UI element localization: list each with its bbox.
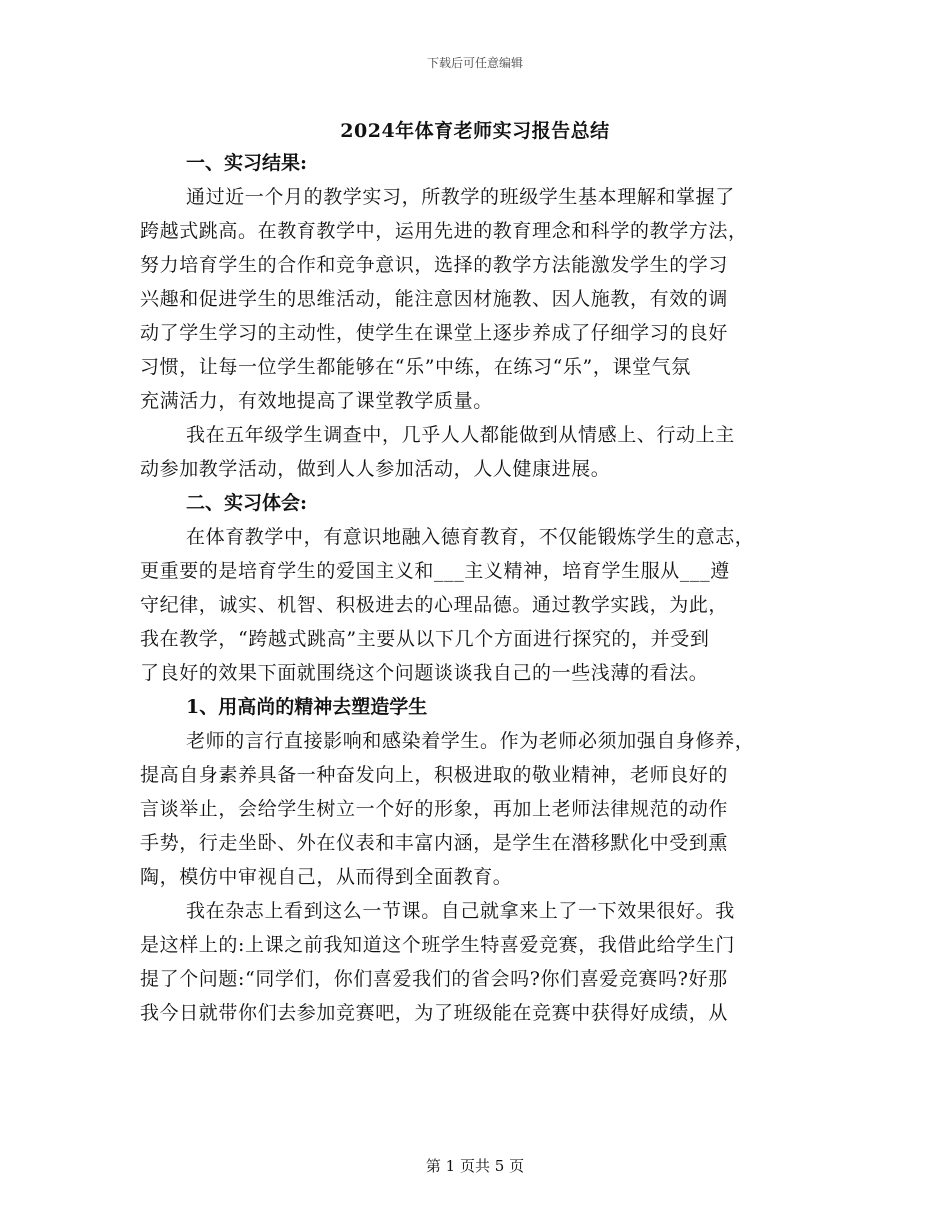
paragraph	[140, 180, 815, 418]
paragraph	[140, 520, 815, 690]
paragraph	[140, 724, 815, 894]
section-heading: 一、实习结果:	[186, 152, 308, 174]
text-line: 我在教学，“跨越式跳高”主要从以下几个方面进行探究的，并受到	[140, 628, 710, 650]
text-line: 老师的言行直接影响和感染着学生。作为老师必须加强自身修养，	[186, 730, 755, 752]
text-line: 努力培育学生的合作和竞争意识，选择的教学方法能激发学生的学习	[140, 254, 729, 276]
text-line: 言谈举止，会给学生树立一个好的形象，再加上老师法律规范的动作	[140, 798, 729, 820]
text-line: 更重要的是培育学生的爱国主义和___主义精神，培育学生服从___遵	[140, 560, 730, 582]
paragraph	[140, 418, 815, 486]
page-footer: 第 1 页共 5 页	[425, 1157, 525, 1175]
document-body	[140, 146, 815, 1030]
text-line: 提了个问题:“同学们，你们喜爱我们的省会吗?你们喜爱竞赛吗?好那	[140, 968, 728, 990]
text-line: 我在五年级学生调查中，几乎人人都能做到从情感上、行动上主	[186, 424, 735, 446]
text-line: 是这样上的:上课之前我知道这个班学生特喜爱竞赛，我借此给学生门	[140, 934, 736, 956]
text-line: 充满活力，有效地提高了课堂教学质量。	[140, 390, 493, 412]
text-line: 动参加教学活动，做到人人参加活动，人人健康进展。	[140, 458, 611, 480]
section-heading: 1、用高尚的精神去塑造学生	[186, 696, 428, 718]
text-line: 通过近一个月的教学实习，所教学的班级学生基本理解和掌握了	[186, 186, 735, 208]
text-line: 我今日就带你们去参加竞赛吧，为了班级能在竞赛中获得好成绩，从	[140, 1002, 729, 1024]
text-line: 兴趣和促进学生的思维活动，能注意因材施教、因人施教，有效的调	[140, 288, 729, 310]
text-line: 了良好的效果下面就围绕这个问题谈谈我自己的一些浅薄的看法。	[140, 662, 709, 684]
text-line: 动了学生学习的主动性，使学生在课堂上逐步养成了仔细学习的良好	[140, 322, 729, 344]
paragraph	[140, 894, 815, 1030]
text-line: 手势，行走坐卧、外在仪表和丰富内涵，是学生在潜移默化中受到熏	[140, 832, 729, 854]
page-header: 下载后可任意编辑	[426, 56, 523, 70]
document-title: 2024年体育老师实习报告总结	[340, 120, 610, 142]
text-line: 提高自身素养具备一种奋发向上，积极进取的敬业精神，老师良好的	[140, 764, 729, 786]
text-line: 习惯，让每一位学生都能够在“乐”中练，在练习“乐”，课堂气氛	[140, 356, 691, 378]
text-line: 守纪律，诚实、机智、积极进去的心理品德。通过教学实践，为此，	[140, 594, 729, 616]
text-line: 陶，模仿中审视自己，从而得到全面教育。	[140, 866, 513, 888]
text-line: 我在杂志上看到这么一节课。自己就拿来上了一下效果很好。我	[186, 900, 735, 922]
text-line: 跨越式跳高。在教育教学中，运用先进的教育理念和科学的教学方法，	[140, 220, 748, 242]
text-line: 在体育教学中，有意识地融入德育教育，不仅能锻炼学生的意志，	[186, 526, 755, 548]
section-heading: 二、实习体会:	[186, 492, 308, 514]
